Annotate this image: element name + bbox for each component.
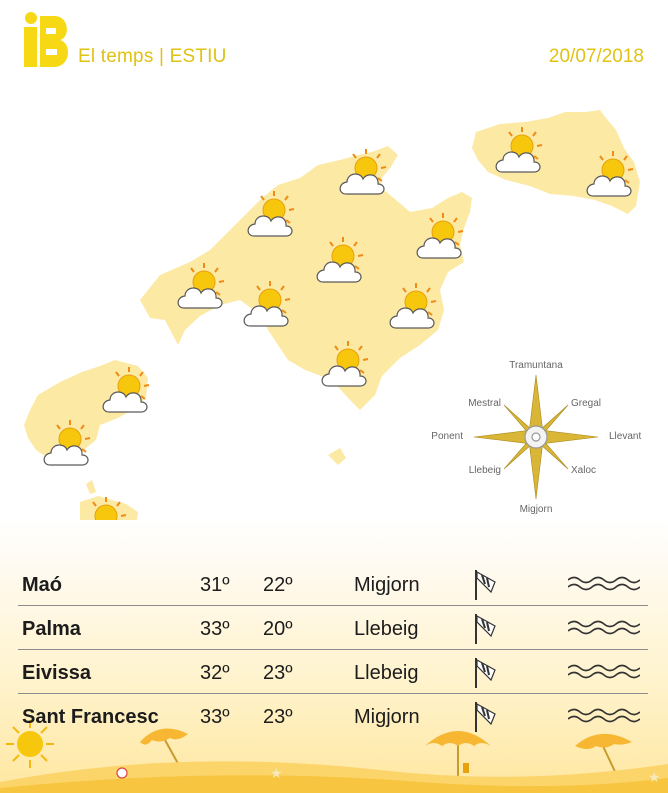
min-temperature: 23º bbox=[263, 706, 293, 728]
wind-direction: Migjorn bbox=[354, 574, 420, 596]
table-row bbox=[18, 694, 648, 737]
max-temperature: 33º bbox=[200, 706, 230, 728]
beach-footer bbox=[0, 520, 668, 793]
max-temperature: 32º bbox=[200, 662, 230, 684]
ib3-logo bbox=[22, 10, 70, 70]
cabrera-island bbox=[328, 448, 346, 465]
table-row bbox=[18, 650, 648, 694]
waves-icon bbox=[568, 662, 640, 682]
star-decoration-2: ★ bbox=[648, 769, 661, 785]
program-title: El temps | ESTIU bbox=[78, 46, 227, 67]
min-temperature: 20º bbox=[263, 618, 293, 640]
max-temperature: 31º bbox=[200, 574, 230, 596]
compass-tramuntana: Tramuntana bbox=[509, 360, 563, 371]
compass-llevant: Llevant bbox=[609, 431, 642, 442]
min-temperature: 22º bbox=[263, 574, 293, 596]
table-row bbox=[18, 606, 648, 650]
max-temperature: 33º bbox=[200, 618, 230, 640]
header bbox=[0, 0, 668, 80]
mallorca-island bbox=[140, 146, 472, 410]
compass-mestral: Mestral bbox=[468, 398, 501, 409]
wind-direction: Llebeig bbox=[354, 662, 419, 684]
compass-ponent: Ponent bbox=[431, 431, 463, 442]
umbrella-center-icon bbox=[425, 731, 491, 782]
windsock-icon bbox=[473, 656, 499, 690]
wind-direction: Llebeig bbox=[354, 618, 419, 640]
compass-migjorn: Migjorn bbox=[519, 504, 553, 515]
waves-icon bbox=[568, 618, 640, 638]
table-row bbox=[18, 562, 648, 606]
waves-icon bbox=[568, 574, 640, 594]
min-temperature: 23º bbox=[263, 662, 293, 684]
forecast-date: 20/07/2018 bbox=[548, 46, 644, 67]
city-name: Sant Francesc bbox=[22, 706, 159, 728]
waves-icon bbox=[568, 706, 640, 726]
wind-direction: Migjorn bbox=[354, 706, 420, 728]
star-decoration-1: ★ bbox=[270, 765, 283, 781]
compass-gregal: Gregal bbox=[571, 398, 602, 409]
balearic-map bbox=[0, 90, 668, 530]
compass-llebeig: Llebeig bbox=[468, 465, 501, 476]
forecast-table bbox=[18, 562, 648, 737]
windsock-icon bbox=[473, 568, 499, 602]
city-name: Palma bbox=[22, 618, 81, 640]
espalmador-islet bbox=[86, 480, 96, 494]
windsock-icon bbox=[473, 700, 499, 734]
compass-rose bbox=[431, 360, 641, 515]
windsock-icon bbox=[473, 612, 499, 646]
compass-xaloc: Xaloc bbox=[571, 465, 597, 476]
city-name: Eivissa bbox=[22, 662, 91, 684]
beach-ball-icon bbox=[117, 768, 127, 778]
city-name: Maó bbox=[22, 574, 62, 596]
